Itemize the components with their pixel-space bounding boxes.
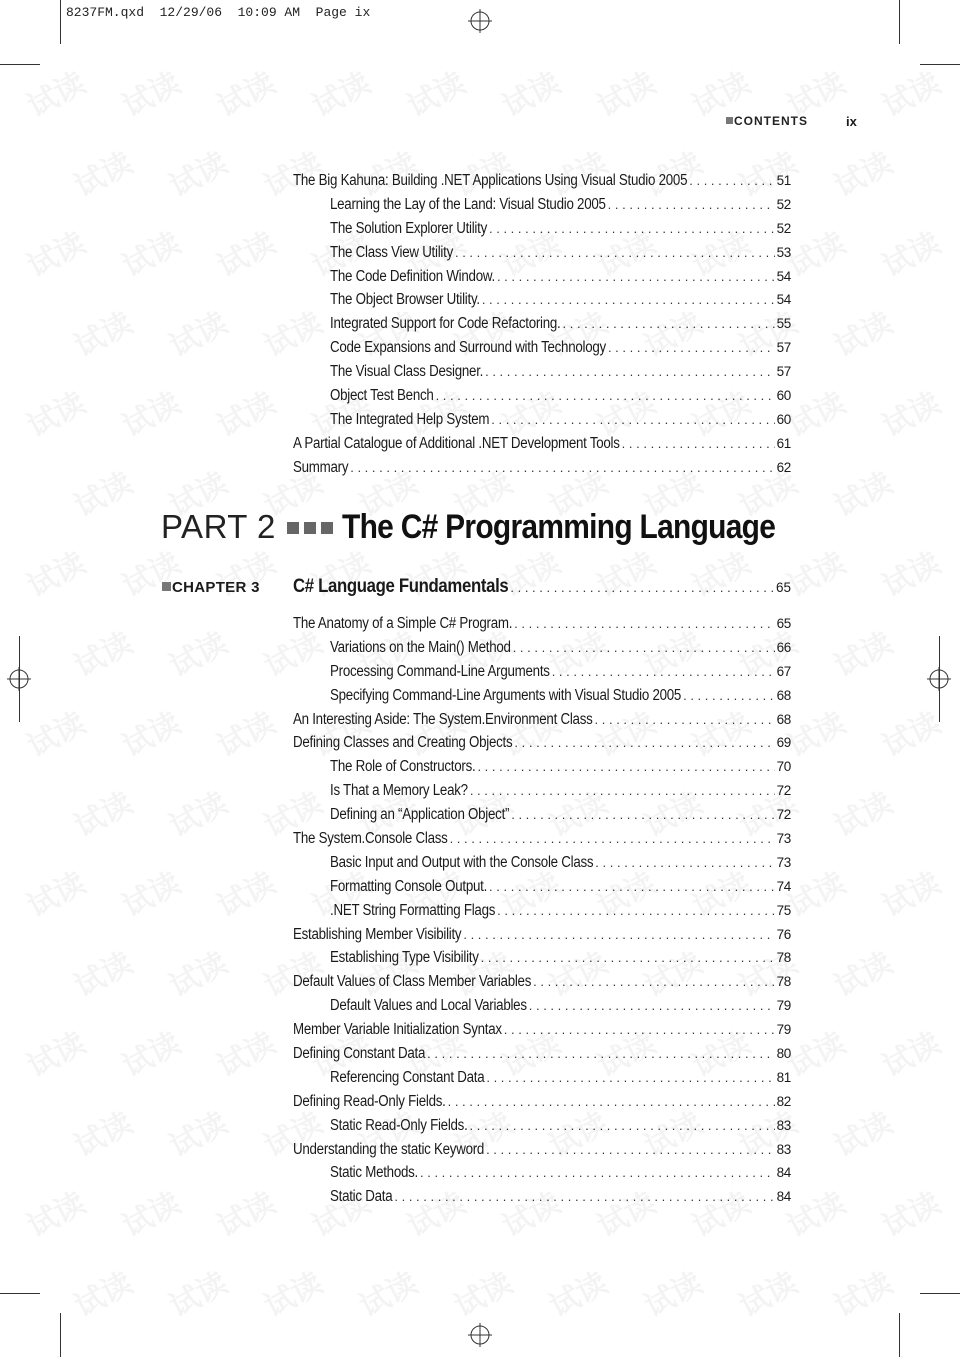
toc-entry-page: 62 bbox=[776, 459, 791, 475]
toc-entry[interactable] bbox=[293, 363, 791, 387]
toc-entry-title: Object Test Bench bbox=[330, 387, 434, 405]
crop-mark bbox=[60, 0, 61, 44]
watermark-text bbox=[113, 858, 187, 925]
toc-entry-title: Code Expansions and Surround with Technology bbox=[330, 339, 606, 357]
dot-leader bbox=[485, 364, 774, 379]
toc-entry[interactable] bbox=[293, 639, 791, 663]
toc-entry-title: The Class View Utility bbox=[330, 243, 453, 261]
dot-leader bbox=[563, 316, 775, 331]
watermark-text bbox=[825, 778, 899, 845]
dot-leader bbox=[486, 1070, 774, 1085]
toc-entry-title: Summary bbox=[293, 458, 349, 476]
toc-entry[interactable] bbox=[293, 1141, 791, 1165]
toc-entry-title: The Solution Explorer Utility bbox=[330, 219, 487, 237]
chapter-title-row[interactable] bbox=[293, 575, 791, 598]
toc-entry-title: Variations on the Main() Method bbox=[330, 638, 511, 656]
toc-entry[interactable] bbox=[293, 435, 791, 459]
toc-entry-page: 83 bbox=[776, 1141, 791, 1157]
crop-mark bbox=[899, 0, 900, 44]
watermark-text bbox=[160, 138, 234, 205]
watermark-text bbox=[825, 1098, 899, 1165]
chapter-label-text: CHAPTER 3 bbox=[172, 579, 260, 596]
chapter-title: C# Language Fundamentals bbox=[293, 575, 509, 597]
dot-leader bbox=[622, 436, 775, 451]
watermark-text bbox=[588, 58, 662, 125]
part-title: The C# Programming Language bbox=[341, 508, 776, 546]
registration-mark-left bbox=[7, 667, 31, 691]
toc-entry-title: Defining Read-Only Fields. bbox=[293, 1092, 446, 1110]
toc-entry-page: 76 bbox=[776, 926, 791, 942]
toc-entry-title: The System.Console Class bbox=[293, 830, 448, 848]
toc-entry[interactable] bbox=[293, 1117, 791, 1141]
toc-entry[interactable] bbox=[293, 1188, 791, 1212]
file-slug: 8237FM.qxd 12/29/06 10:09 AM Page ix bbox=[66, 5, 371, 20]
toc-entry-title: Establishing Member Visibility bbox=[293, 925, 462, 943]
dot-leader bbox=[552, 664, 775, 679]
toc-entry-page: 52 bbox=[776, 196, 791, 212]
toc-entry-page: 54 bbox=[776, 292, 791, 308]
watermark-text bbox=[113, 58, 187, 125]
toc-entry-page: 84 bbox=[776, 1165, 791, 1181]
toc-entry[interactable] bbox=[293, 830, 791, 854]
dot-leader bbox=[427, 1046, 774, 1061]
chapter-label bbox=[162, 579, 260, 596]
dot-leader bbox=[689, 173, 774, 188]
watermark-text bbox=[208, 218, 282, 285]
toc-entry-title: Defining Constant Data bbox=[293, 1045, 426, 1063]
toc-entry[interactable] bbox=[293, 172, 791, 196]
watermark-text bbox=[113, 378, 187, 445]
watermark-text bbox=[873, 378, 947, 445]
watermark-text bbox=[825, 298, 899, 365]
dot-leader bbox=[436, 388, 775, 403]
toc-entry-page: 69 bbox=[776, 735, 791, 751]
toc-entry-title: Referencing Constant Data bbox=[330, 1068, 485, 1086]
toc-entry-title: Establishing Type Visibility bbox=[330, 949, 479, 967]
dot-leader bbox=[470, 1118, 775, 1133]
toc-entry[interactable] bbox=[293, 782, 791, 806]
toc-entry-page: 83 bbox=[776, 1117, 791, 1133]
registration-mark-right bbox=[927, 667, 951, 691]
toc-entry[interactable] bbox=[293, 663, 791, 687]
dot-leader bbox=[394, 1189, 774, 1204]
toc-entry-title: .NET String Formatting Flags bbox=[330, 901, 496, 919]
registration-mark-bottom bbox=[468, 1323, 492, 1347]
dot-leader bbox=[448, 1094, 775, 1109]
crop-mark bbox=[0, 64, 40, 65]
toc-entry-page: 60 bbox=[776, 388, 791, 404]
toc-entry-title: The Object Browser Utility. bbox=[330, 291, 480, 309]
toc-entry-page: 82 bbox=[776, 1093, 791, 1109]
watermark-text bbox=[160, 778, 234, 845]
dot-leader bbox=[497, 903, 774, 918]
toc-entry[interactable] bbox=[293, 339, 791, 363]
watermark-text bbox=[160, 1098, 234, 1165]
toc-entry[interactable] bbox=[293, 687, 791, 711]
toc-entry-title: Understanding the static Keyword bbox=[293, 1140, 485, 1158]
toc-entry-page: 65 bbox=[776, 616, 791, 631]
toc-entry-title: Basic Input and Output with the Console Class bbox=[330, 853, 594, 871]
watermark-text bbox=[18, 698, 92, 765]
toc-entry-page: 68 bbox=[776, 711, 791, 727]
toc-entry-title: Formatting Console Output. bbox=[330, 877, 488, 895]
toc-entry-page: 67 bbox=[776, 663, 791, 679]
dot-leader bbox=[513, 640, 775, 655]
chapter-page: 65 bbox=[775, 580, 791, 595]
watermark-text bbox=[65, 458, 139, 525]
watermark-text bbox=[18, 858, 92, 925]
dot-leader bbox=[420, 1165, 775, 1180]
toc-entry[interactable] bbox=[293, 1164, 791, 1188]
watermark-text bbox=[873, 858, 947, 925]
toc-entry-title: Defining an “Application Object” bbox=[330, 806, 510, 824]
toc-entry-page: 80 bbox=[776, 1046, 791, 1062]
dot-leader bbox=[529, 998, 775, 1013]
dot-leader bbox=[514, 616, 774, 631]
watermark-text bbox=[208, 1018, 282, 1085]
toc-entry[interactable] bbox=[293, 1021, 791, 1045]
watermark-text bbox=[730, 1258, 804, 1325]
crop-mark bbox=[60, 1313, 61, 1357]
crop-mark bbox=[920, 64, 960, 65]
toc-entry-title: Specifying Command-Line Arguments with Visual Studio 2005 bbox=[330, 686, 682, 704]
watermark-text bbox=[18, 58, 92, 125]
dot-leader bbox=[482, 292, 775, 307]
watermark-text bbox=[160, 938, 234, 1005]
dot-leader bbox=[608, 197, 775, 212]
watermark-text bbox=[65, 778, 139, 845]
toc-entry[interactable] bbox=[293, 997, 791, 1021]
toc-entry-page: 72 bbox=[776, 783, 791, 799]
watermark-text bbox=[65, 618, 139, 685]
toc-entry-page: 51 bbox=[776, 173, 791, 188]
toc-entry-page: 57 bbox=[776, 340, 791, 356]
toc-entry[interactable] bbox=[293, 734, 791, 758]
toc-entry-title: Integrated Support for Code Refactoring. bbox=[330, 315, 561, 333]
toc-section-2 bbox=[293, 615, 791, 1212]
toc-entry-page: 75 bbox=[776, 902, 791, 918]
toc-entry-title: Learning the Lay of the Land: Visual Studio 2005 bbox=[330, 195, 606, 213]
watermark-text bbox=[65, 298, 139, 365]
square-bullet-icon bbox=[726, 117, 733, 124]
watermark-text bbox=[445, 1258, 519, 1325]
toc-entry[interactable] bbox=[293, 315, 791, 339]
dot-leader bbox=[477, 759, 774, 774]
watermark-text bbox=[113, 218, 187, 285]
watermark-text bbox=[208, 1178, 282, 1245]
watermark-text bbox=[635, 1258, 709, 1325]
watermark-text bbox=[65, 938, 139, 1005]
dot-leader bbox=[463, 927, 774, 942]
toc-entry[interactable] bbox=[293, 244, 791, 268]
watermark-text bbox=[255, 1258, 329, 1325]
toc-entry-page: 79 bbox=[776, 1022, 791, 1038]
dot-leader bbox=[486, 1142, 775, 1157]
watermark-text bbox=[825, 618, 899, 685]
watermark-text bbox=[873, 1018, 947, 1085]
part-label: PART 2 bbox=[161, 508, 276, 545]
toc-entry[interactable] bbox=[293, 615, 791, 639]
watermark-text bbox=[160, 1258, 234, 1325]
toc-section-1 bbox=[293, 172, 791, 483]
toc-entry-page: 68 bbox=[776, 687, 791, 703]
watermark-text bbox=[18, 1178, 92, 1245]
toc-entry[interactable] bbox=[293, 878, 791, 902]
watermark-text bbox=[65, 1258, 139, 1325]
toc-entry-title: Default Values of Class Member Variables bbox=[293, 973, 532, 991]
dot-leader bbox=[533, 974, 774, 989]
watermark-text bbox=[208, 58, 282, 125]
dot-leader bbox=[511, 807, 774, 822]
toc-entry[interactable] bbox=[293, 854, 791, 878]
toc-entry-title: The Big Kahuna: Building .NET Applications Using Visual Studio 2005 bbox=[293, 172, 688, 189]
toc-entry-page: 79 bbox=[776, 998, 791, 1014]
toc-entry[interactable] bbox=[293, 220, 791, 244]
part-heading bbox=[161, 508, 834, 547]
toc-entry-title: Default Values and Local Variables bbox=[330, 997, 527, 1015]
toc-entry-title: The Role of Constructors. bbox=[330, 758, 476, 776]
watermark-text bbox=[160, 618, 234, 685]
watermark-text bbox=[303, 58, 377, 125]
watermark-text bbox=[208, 698, 282, 765]
crop-mark bbox=[0, 1293, 40, 1294]
watermark-text bbox=[540, 1258, 614, 1325]
running-head-text: CONTENTS bbox=[734, 114, 808, 128]
dot-leader bbox=[491, 412, 774, 427]
watermark-text bbox=[873, 1178, 947, 1245]
watermark-text bbox=[825, 138, 899, 205]
square-bullet-icon bbox=[162, 582, 171, 591]
watermark-text bbox=[873, 538, 947, 605]
toc-entry-page: 78 bbox=[776, 950, 791, 966]
watermark-text bbox=[825, 938, 899, 1005]
toc-entry[interactable] bbox=[293, 196, 791, 220]
dot-leader bbox=[455, 245, 775, 260]
dot-leader bbox=[514, 735, 774, 750]
part-squares-icon bbox=[282, 522, 333, 543]
toc-entry[interactable] bbox=[293, 291, 791, 315]
watermark-text bbox=[65, 138, 139, 205]
watermark-text bbox=[873, 218, 947, 285]
watermark-text bbox=[18, 538, 92, 605]
toc-entry-title: Static Methods. bbox=[330, 1164, 419, 1182]
toc-entry-page: 81 bbox=[776, 1069, 791, 1085]
toc-entry-title: An Interesting Aside: The System.Environment Class bbox=[293, 710, 593, 728]
toc-entry[interactable] bbox=[293, 973, 791, 997]
dot-leader bbox=[350, 460, 774, 475]
toc-entry[interactable] bbox=[293, 926, 791, 950]
watermark-text bbox=[208, 858, 282, 925]
dot-leader bbox=[595, 712, 775, 727]
toc-entry-title: The Anatomy of a Simple C# Program. bbox=[293, 615, 513, 632]
dot-leader bbox=[608, 340, 775, 355]
toc-entry-title: Defining Classes and Creating Objects bbox=[293, 734, 513, 752]
watermark-text bbox=[398, 58, 472, 125]
toc-entry-title: Static Read-Only Fields. bbox=[330, 1116, 468, 1134]
toc-entry[interactable] bbox=[293, 268, 791, 292]
toc-entry[interactable] bbox=[293, 1093, 791, 1117]
watermark-text bbox=[18, 218, 92, 285]
toc-entry-page: 70 bbox=[776, 759, 791, 775]
toc-entry-page: 52 bbox=[776, 220, 791, 236]
toc-entry[interactable] bbox=[293, 902, 791, 926]
watermark-text bbox=[113, 1178, 187, 1245]
toc-entry-page: 61 bbox=[776, 435, 791, 451]
toc-entry[interactable] bbox=[293, 1045, 791, 1069]
toc-entry-page: 57 bbox=[776, 364, 791, 380]
registration-mark-top bbox=[468, 9, 492, 33]
toc-entry-title: A Partial Catalogue of Additional .NET Development Tools bbox=[293, 434, 620, 452]
watermark-text bbox=[493, 58, 567, 125]
toc-entry-title: Member Variable Initialization Syntax bbox=[293, 1021, 502, 1039]
toc-entry[interactable] bbox=[293, 459, 791, 483]
watermark-text bbox=[65, 1098, 139, 1165]
toc-entry-title: Processing Command-Line Arguments bbox=[330, 662, 550, 680]
dot-leader bbox=[450, 831, 775, 846]
toc-entry[interactable] bbox=[293, 758, 791, 782]
toc-entry-page: 66 bbox=[776, 639, 791, 655]
page-number: ix bbox=[846, 114, 857, 129]
watermark-text bbox=[873, 698, 947, 765]
toc-entry[interactable] bbox=[293, 387, 791, 411]
watermark-text bbox=[825, 458, 899, 525]
dot-leader bbox=[497, 269, 775, 284]
toc-entry[interactable] bbox=[293, 711, 791, 735]
watermark-text bbox=[208, 378, 282, 445]
toc-entry-page: 73 bbox=[776, 854, 791, 870]
dot-leader bbox=[481, 950, 775, 965]
watermark-text bbox=[113, 1018, 187, 1085]
toc-entry-title: The Visual Class Designer. bbox=[330, 363, 484, 381]
toc-entry-page: 53 bbox=[776, 244, 791, 260]
toc-entry[interactable] bbox=[293, 1069, 791, 1093]
toc-entry-title: The Integrated Help System bbox=[330, 410, 490, 428]
toc-entry-page: 84 bbox=[776, 1189, 791, 1205]
toc-entry-page: 55 bbox=[776, 316, 791, 332]
dot-leader bbox=[489, 221, 775, 236]
toc-entry[interactable] bbox=[293, 806, 791, 830]
toc-entry-page: 60 bbox=[776, 411, 791, 427]
watermark-text bbox=[873, 58, 947, 125]
watermark-text bbox=[350, 1258, 424, 1325]
toc-entry-title: Static Data bbox=[330, 1188, 393, 1206]
crop-mark bbox=[920, 1293, 960, 1294]
watermark-text bbox=[18, 1018, 92, 1085]
dot-leader bbox=[510, 580, 774, 595]
toc-entry[interactable] bbox=[293, 411, 791, 435]
dot-leader bbox=[683, 688, 774, 703]
toc-entry-page: 54 bbox=[776, 268, 791, 284]
watermark-text bbox=[113, 698, 187, 765]
toc-entry-page: 78 bbox=[776, 974, 791, 990]
watermark-text bbox=[18, 378, 92, 445]
dot-leader bbox=[470, 783, 775, 798]
toc-entry-title: The Code Definition Window. bbox=[330, 267, 495, 285]
toc-entry-page: 72 bbox=[776, 807, 791, 823]
dot-leader bbox=[504, 1022, 775, 1037]
toc-entry-page: 74 bbox=[776, 878, 791, 894]
dot-leader bbox=[595, 855, 774, 870]
running-head bbox=[726, 114, 808, 128]
toc-entry-page: 73 bbox=[776, 831, 791, 847]
watermark-text bbox=[160, 298, 234, 365]
crop-mark bbox=[899, 1313, 900, 1357]
toc-entry[interactable] bbox=[293, 949, 791, 973]
watermark-text bbox=[825, 1258, 899, 1325]
toc-entry-title: Is That a Memory Leak? bbox=[330, 782, 468, 800]
dot-leader bbox=[489, 879, 775, 894]
